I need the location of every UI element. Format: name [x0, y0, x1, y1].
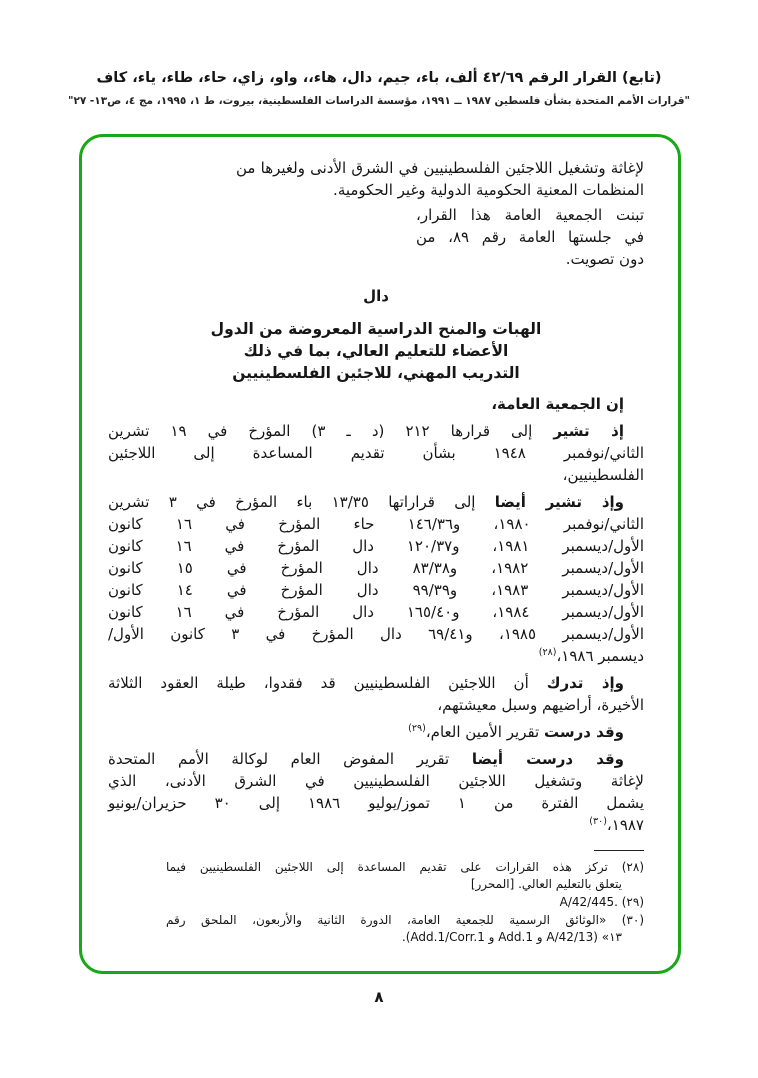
paragraph-mid-lines — [108, 513, 644, 645]
paragraph-lead: إذ تشير — [553, 422, 624, 440]
text-line: لإغاثة وتشغيل اللاجئين الفلسطينيين في الشرق الأدنى، الذي — [108, 772, 644, 790]
text-line: يشمل الفترة من ١ تموز/يوليو ١٩٨٦ إلى ٣٠ حزيران/يونيو — [108, 794, 644, 812]
text-line: الأول/ديسمبر ١٩٨١، و١٢٠/٣٧ دال المؤرخ في ١٦ كانون — [108, 537, 645, 555]
text-line: الأول/ديسمبر ١٩٨٢، و٨٣/٣٨ دال المؤرخ في ١٥ كانون — [108, 559, 644, 577]
text-line: في جلستها العامة رقم ٨٩، من — [416, 228, 644, 246]
paragraph-first-line — [108, 420, 644, 442]
paragraph-first-line — [108, 672, 644, 694]
footnote-ref-28: (٢٨) — [538, 647, 557, 658]
paragraph-last-line — [108, 814, 644, 836]
header-citation-line-2: "قرارات الأمم المتحدة بشأن فلسطين ١٩٨٧ ــ ١٩٩١، مؤسسة الدراسات الفلسطينية، بيروت، ط ١، ١٩٩٥، مج ٤، ص١٣- ٢٧" — [67, 95, 691, 107]
footnote-ref-29: (٢٩) — [408, 723, 426, 734]
text-line: التدريب المهني، للاجئين الفلسطينيين — [232, 364, 520, 382]
footnotes-block — [166, 850, 644, 946]
paragraph — [108, 672, 644, 716]
text-line: الأول/ديسمبر ١٩٨٥، و٦٩/٤١ دال المؤرخ في ٣ كانون الأول/ — [108, 625, 645, 643]
paragraph-text: الفلسطينيين، — [562, 466, 644, 484]
paragraph-lead: وإذ تشير أيضا — [494, 493, 624, 511]
paragraph-text: إلى قراراتها ١٣/٣٥ باء المؤرخ في ٣ تشرين — [108, 493, 495, 511]
text-line: الأعضاء للتعليم العالي، بما في ذلك — [243, 342, 509, 360]
paragraph-lead: وقد درست أيضا — [471, 750, 625, 768]
section-title — [108, 318, 644, 384]
paragraph — [108, 721, 644, 743]
paragraph-first-line — [108, 721, 644, 743]
footnote-separator — [594, 850, 644, 851]
text-line: الثاني/نوفمبر ١٩٨٠، و١٤٦/٣٦ حاء المؤرخ في ١٦ كانون — [108, 515, 644, 533]
paragraph-text: تقرير المفوض العام لوكالة الأمم المتحدة — [108, 750, 472, 768]
paragraph-last-line — [108, 694, 644, 716]
paragraph — [108, 491, 644, 667]
paragraph-text: ١٩٨٧، — [606, 816, 644, 834]
text-line: (٢٩) A/42/445.‎ — [559, 895, 644, 909]
paragraph-text: أن اللاجئين الفلسطينيين قد فقدوا، طيلة العقود الثلاثة — [108, 674, 547, 692]
text-line: ١٣» (A/42/13 و Add.1 و Add.1/Corr.1). — [401, 930, 622, 944]
text-line: الثاني/نوفمبر ١٩٤٨ بشأن تقديم المساعدة إلى اللاجئين — [108, 444, 644, 462]
text-line: المنظمات المعنية الحكومية الدولية وغير الحكومية. — [333, 181, 644, 199]
paragraph — [108, 420, 644, 486]
preamble: إن الجمعية العامة، — [491, 395, 624, 413]
continuation-paragraph — [236, 157, 644, 201]
paragraph-first-line — [108, 748, 644, 770]
footnote-ref-30: (٣٠) — [589, 816, 607, 827]
footnote-28 — [166, 859, 644, 893]
header-citation-line-1: (تابع) القرار الرقم ٤٢/٦٩ ألف، باء، جيم، دال، هاء،، واو، زاي، حاء، طاء، ياء، كاف — [96, 70, 662, 86]
section-letter: دال — [363, 287, 389, 305]
paragraph-text: ديسمبر ١٩٨٦، — [556, 647, 644, 665]
footnote-30 — [166, 912, 644, 946]
resolution-frame — [79, 134, 681, 974]
paragraph-lead: وإذ تدرك — [546, 674, 624, 692]
footnote-29 — [166, 894, 644, 911]
text-line: (٣٠) «الوثائق الرسمية للجمعية العامة، الدورة الثانية والأربعون، الملحق رقم — [166, 913, 644, 927]
page-header — [0, 70, 758, 107]
text-line: دون تصويت. — [565, 250, 644, 268]
paragraph-mid-lines — [108, 442, 644, 464]
text-line: الأول/ديسمبر ١٩٨٣، و٩٩/٣٩ دال المؤرخ في ١٤ كانون — [108, 581, 644, 599]
paragraph-lead: وقد درست — [544, 723, 624, 741]
paragraph-first-line — [108, 491, 644, 513]
text-line: لإغاثة وتشغيل اللاجئين الفلسطينيين في الشرق الأدنى ولغيرها من — [236, 159, 644, 177]
text-line: الأول/ديسمبر ١٩٨٤، و١٦٥/٤٠ دال المؤرخ في ١٦ كانون — [108, 603, 645, 621]
paragraph-text: إلى قرارها ٢١٢ (د ـ ٣) المؤرخ في ١٩ تشرين — [108, 422, 554, 440]
text-line: تبنت الجمعية العامة هذا القرار، — [416, 206, 644, 224]
text-line: يتعلق بالتعليم العالي. [المحرر] — [470, 877, 622, 891]
text-line: الهبات والمنح الدراسية المعروضة من الدول — [210, 320, 542, 338]
adoption-note — [416, 204, 644, 270]
paragraph-last-line — [108, 464, 644, 486]
text-line: (٢٨) تركز هذه القرارات على تقديم المساعدة إلى اللاجئين الفلسطينيين فيما — [166, 860, 644, 874]
paragraph-text: تقرير الأمين العام، — [425, 723, 544, 741]
page-number: ٨ — [374, 988, 384, 1006]
paragraph-last-line — [108, 645, 644, 667]
paragraph-text: الأخيرة، أراضيهم وسبل معيشتهم، — [437, 696, 644, 714]
paragraph-mid-lines — [108, 770, 644, 814]
paragraph — [108, 748, 644, 836]
